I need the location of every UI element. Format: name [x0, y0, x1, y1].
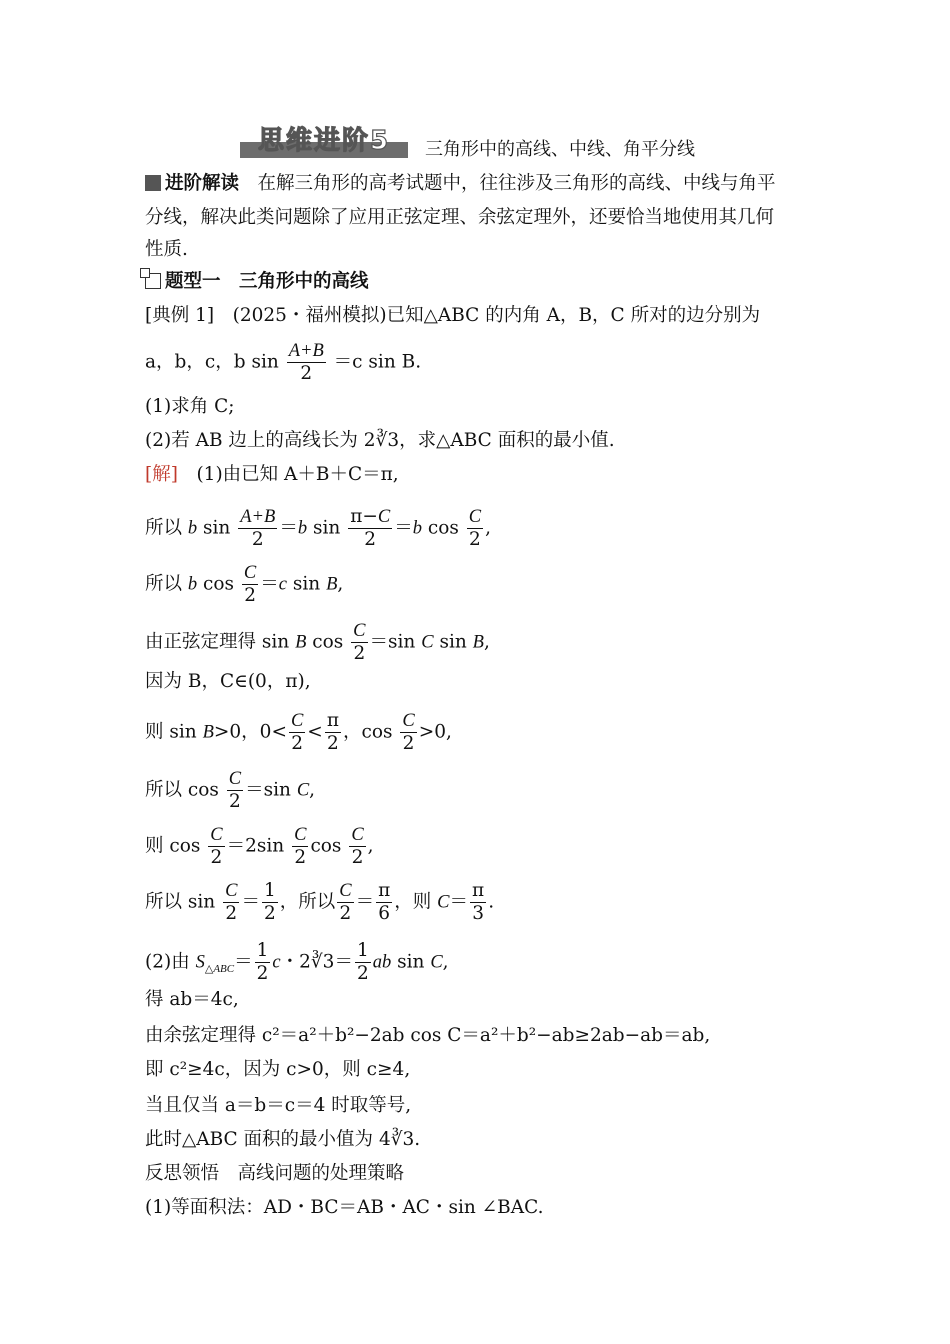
- banner-text: 思维进阶5: [257, 126, 391, 156]
- solution-step-2: 所以 b sin $\frac{A+B}{2}$ ＝b sin $\frac{\pi-C}{2}$ ＝b cos $\frac{C}{2}$ ,: [145, 506, 491, 550]
- part-1: (1)求角 C;: [145, 396, 235, 417]
- intro-tag: 进阶解读: [165, 173, 240, 194]
- solution-step-4: 由正弦定理得 sin B cos $\frac{C}{2}$ ＝sin C sin B,: [145, 621, 490, 664]
- solution-step-5: 因为 B，C∈(0，π),: [145, 671, 311, 692]
- solution-step-6: 则 sin B>0，0< $\frac{C}{2}$ < $\frac{\pi}{2}$ ，cos $\frac{C}{2}$ >0,: [145, 710, 452, 754]
- solution-label: [解]: [145, 464, 178, 485]
- solution-step-7: 所以 cos $\frac{C}{2}$ ＝sin C,: [145, 769, 316, 812]
- solution-step-13: 即 c²≥4c，因为 c>0，则 c≥4,: [145, 1059, 411, 1080]
- reflection-p1: (1)等面积法：AD・BC＝AB・AC・sin ∠BAC.: [145, 1197, 544, 1218]
- section-icon: [145, 273, 161, 289]
- fraction: $\frac{A+B}{2}$: [288, 341, 324, 384]
- solution-step-10: (2)由 $S_{\triangle ABC}=$ $\frac{1}{2}$ c・2∛3＝ $\frac{1}{2}$ ab sin C,: [145, 940, 449, 984]
- intro-line-2: 分线，解决此类问题除了应用正弦定理、余弦定理外，还要恰当地使用其几何: [145, 207, 775, 228]
- intro-line-1: 进阶解读 在解三角形的高考试题中，往往涉及三角形的高线、中线与角平: [145, 170, 776, 198]
- example-line-1: [典例 1] (2025・福州模拟)已知△ABC 的内角 A，B，C 所对的边分别为: [145, 305, 761, 326]
- solution-step-15: 此时△ABC 面积的最小值为 4∛3.: [145, 1129, 421, 1150]
- solution-step-1: [解] (1)由已知 A＋B＋C＝π,: [145, 464, 399, 485]
- solution-step-14: 当且仅当 a＝b＝c＝4 时取等号,: [145, 1095, 412, 1116]
- section-title: 三角形中的高线、中线、角平分线: [425, 139, 695, 160]
- example-line-2: a，b，c，b sin $\frac{A+B}{2}$ ＝c sin B.: [145, 341, 422, 384]
- banner-graphic: [240, 122, 408, 160]
- square-icon: [145, 175, 161, 191]
- solution-step-9: 所以 sin $\frac{C}{2}$ ＝ $\frac{1}{2}$ ，所以 $\frac{C}{2}$ ＝ $\frac{\pi}{6}$ ，则 C＝ $\frac{\pi}{3}$ .: [145, 880, 495, 924]
- solution-step-8: 则 cos $\frac{C}{2}$ ＝2sin $\frac{C}{2}$ cos $\frac{C}{2}$ ,: [145, 825, 374, 868]
- reflection-title: 反思领悟 高线问题的处理策略: [145, 1163, 405, 1184]
- section-heading: 题型一 三角形中的高线: [145, 268, 369, 296]
- solution-step-12: 由余弦定理得 c²＝a²＋b²−2ab cos C＝a²＋b²−ab≥2ab−ab＝ab,: [145, 1025, 711, 1046]
- solution-step-11: 得 ab＝4c,: [145, 989, 239, 1010]
- solution-step-3: 所以 b cos $\frac{C}{2}$ ＝c sin B,: [145, 563, 344, 606]
- part-2: (2)若 AB 边上的高线长为 2∛3，求△ABC 面积的最小值.: [145, 430, 615, 451]
- intro-line-3: 性质.: [145, 239, 188, 260]
